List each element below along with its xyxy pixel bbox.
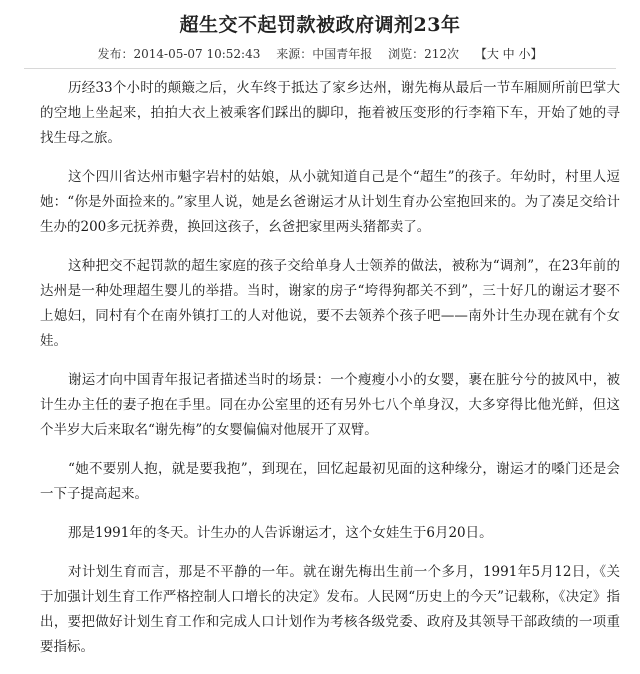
article-paragraph: 谢运才向中国青年报记者描述当时的场景：一个瘦瘦小小的女婴，裹在脏兮兮的披风中，被计生办主任的妻子抱在手里。同在办公室里的还有另外七八个单身汉，大多穿得比他光鲜，但这个半岁大后来取名“谢先梅”的女婴偏偏对他展开了双臂。 <box>40 372 620 438</box>
article-paragraph: 历经33个小时的颠簸之后，火车终于抵达了家乡达州，谢先梅从最后一节车厢厕所前巴掌大的空地上坐起来，拍拍大衣上被乘客们踩出的脚印，拖着被压变形的行李箱下车，开始了她的寻找生母之旅。 <box>40 80 620 146</box>
published-value: 2014-05-07 10:52:43 <box>133 47 261 61</box>
published-label: 发布： <box>97 47 134 61</box>
article-paragraph: 这种把交不起罚款的超生家庭的孩子交给单身人士领养的做法，被称为“调剂”，在23年前的达州是一种处理超生婴儿的举措。当时，谢家的房子“垮得狗都关不到”，三十好几的谢运才娶不上媳妇，同村有个在南外镇打工的人对他说，要不去领养个孩子吧——南外计生办现在就有个女娃。 <box>40 258 620 349</box>
article-title: 超生交不起罚款被政府调剂23年 <box>179 14 461 36</box>
header-divider <box>24 68 616 69</box>
font-size-bracket-close: 】 <box>530 47 543 61</box>
source-label: 来源： <box>276 47 313 61</box>
article-paragraph: 对计划生育而言，那是不平静的一年。就在谢先梅出生前一个多月，1991年5月12日，《关于加强计划生育工作严格控制人口增长的决定》发布。人民网“历史上的今天”记载称，《决定》指出，要把做好计划生育工作和完成人口计划作为考核各级党委、政府及其领导干部政绩的一项重要指标。 <box>40 564 620 655</box>
article-meta <box>0 45 640 62</box>
article-paragraph: “她不要别人抱，就是要我抱”，到现在，回忆起最初见面的这种缘分，谢运才的嗓门还是会一下子提高起来。 <box>40 461 620 502</box>
font-size-medium-link[interactable]: 中 <box>502 47 515 61</box>
font-size-large-link[interactable]: 大 <box>486 47 499 61</box>
font-size-small-link[interactable]: 小 <box>518 47 531 61</box>
views-label: 浏览： <box>388 47 425 61</box>
source-value: 中国青年报 <box>312 47 373 61</box>
views-value: 212次 <box>424 47 459 61</box>
article-body <box>40 76 620 674</box>
article-paragraph: 这个四川省达州市魁字岩村的姑娘，从小就知道自己是个“超生”的孩子。年幼时，村里人逗她：“你是外面捡来的。”家里人说，她是幺爸谢运才从计划生育办公室抱回来的。为了凑足交给计生办的200多元抚养费，换回这孩子，幺爸把家里两头猪都卖了。 <box>40 169 620 235</box>
article-paragraph: 那是1991年的冬天。计生办的人告诉谢运才，这个女娃生于6月20日。 <box>68 525 493 541</box>
font-size-bracket-open: 【 <box>474 47 487 61</box>
